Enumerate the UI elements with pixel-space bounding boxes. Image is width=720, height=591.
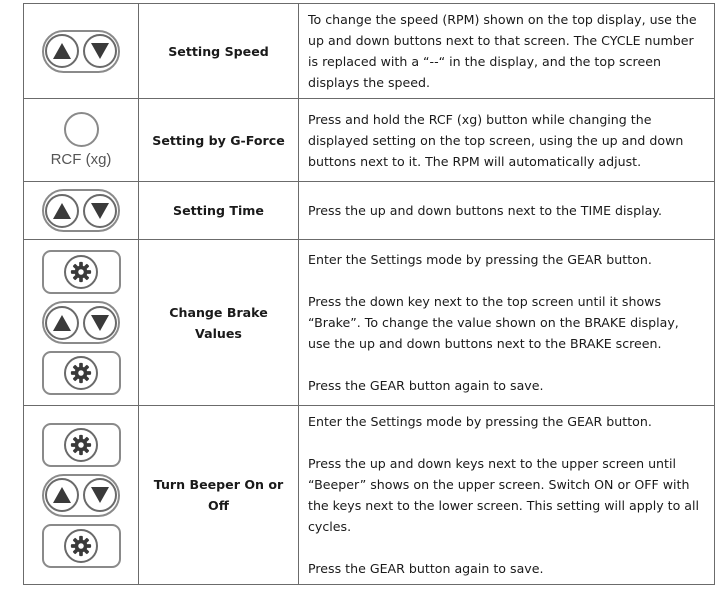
row-description bbox=[299, 182, 715, 240]
row-label: Setting by G-Force bbox=[139, 99, 299, 182]
icon-cell bbox=[24, 406, 139, 585]
icon-cell bbox=[24, 182, 139, 240]
gear-icon bbox=[42, 351, 121, 395]
up-down-arrows-icon bbox=[42, 474, 120, 517]
row-label: Change Brake Values bbox=[139, 240, 299, 406]
row-description bbox=[299, 406, 715, 585]
row-description bbox=[299, 99, 715, 182]
description-paragraph: Press the GEAR button again to save. bbox=[308, 378, 544, 393]
table-row bbox=[24, 99, 715, 182]
rcf-button-icon bbox=[24, 112, 138, 168]
gear-icon bbox=[42, 250, 121, 294]
up-down-arrows-icon bbox=[42, 301, 120, 344]
rcf-icon-label: RCF (xg) bbox=[50, 151, 112, 168]
row-label: Turn Beeper On or Off bbox=[139, 406, 299, 585]
description-paragraph: Press and hold the RCF (xg) button while changing the displayed setting on the top screen, using the up and down buttons next to it. The RPM will automatically adjust. bbox=[308, 111, 684, 169]
up-down-arrows-icon bbox=[42, 189, 120, 232]
row-label: Setting Time bbox=[139, 182, 299, 240]
row-description bbox=[299, 240, 715, 406]
description-paragraph: Press the down key next to the top screen until it shows “Brake”. To change the value shown on the BRAKE display, use the up and down buttons next to the BRAKE screen. bbox=[308, 294, 679, 351]
gear-icon bbox=[42, 423, 121, 467]
description-paragraph: Press the up and down buttons next to the TIME display. bbox=[308, 203, 662, 218]
row-description bbox=[299, 4, 715, 99]
description-paragraph: Press the up and down keys next to the upper screen until “Beeper” shows on the upper screen. Switch ON or OFF with the keys next to the lower screen. This setting will apply to all cycles. bbox=[308, 456, 700, 534]
description-paragraph: Enter the Settings mode by pressing the GEAR button. bbox=[308, 252, 652, 267]
row-label: Setting Speed bbox=[139, 4, 299, 99]
icon-cell bbox=[24, 99, 139, 182]
table-row bbox=[24, 406, 715, 585]
icon-cell bbox=[24, 240, 139, 406]
instructions-table bbox=[23, 3, 715, 585]
description-paragraph: Press the GEAR button again to save. bbox=[308, 561, 544, 576]
table-row bbox=[24, 182, 715, 240]
description-paragraph: To change the speed (RPM) shown on the top display, use the up and down buttons next to that screen. The CYCLE number is replaced with a “--“ in the display, and the top screen displays the speed. bbox=[308, 12, 697, 90]
table-row bbox=[24, 4, 715, 99]
gear-icon bbox=[42, 524, 121, 568]
icon-cell bbox=[24, 4, 139, 99]
description-paragraph: Enter the Settings mode by pressing the GEAR button. bbox=[308, 414, 652, 429]
up-down-arrows-icon bbox=[42, 30, 120, 73]
table-row bbox=[24, 240, 715, 406]
